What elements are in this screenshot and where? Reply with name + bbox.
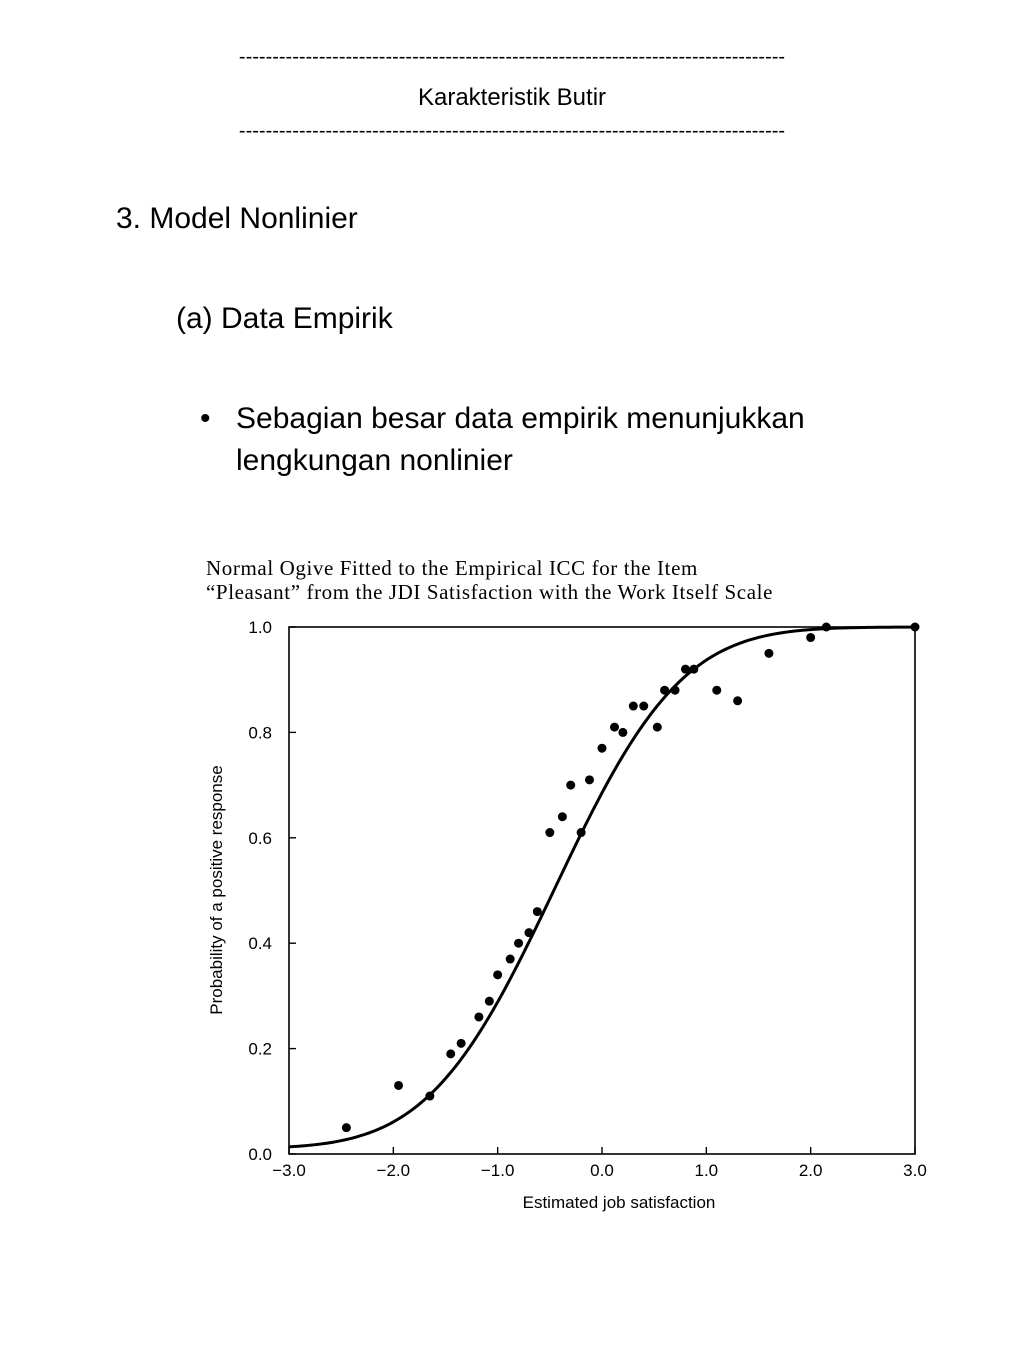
data-point [493,970,502,979]
x-tick-label: 2.0 [798,1161,823,1180]
data-point [689,665,698,674]
y-axis-label: Probability of a positive response [207,765,226,1015]
y-tick-label: 0.2 [248,1039,272,1059]
bullet-text-line-2: lengkungan nonlinier [236,444,513,477]
x-tick-label: −3.0 [272,1161,306,1180]
data-point [610,723,619,732]
data-point [618,728,627,737]
data-point [733,696,742,705]
y-tick-label: 0.8 [248,723,272,743]
subsection-title: (a) Data Empirik [176,302,393,335]
data-point [425,1092,434,1101]
data-point [822,623,831,632]
x-tick-label: 1.0 [694,1161,719,1180]
data-point [558,812,567,821]
bullet-marker: • [200,402,211,435]
y-tick-label: 0.4 [248,934,272,954]
tick-labels [248,618,926,1180]
data-point [660,686,669,695]
data-point [474,1012,483,1021]
data-point [629,702,638,711]
bullet-text-line-1: Sebagian besar data empirik menunjukkan [236,402,805,435]
y-tick-label: 1.0 [248,618,272,637]
data-point [585,775,594,784]
data-point [394,1081,403,1090]
data-point [712,686,721,695]
x-tick-label: 0.0 [590,1161,614,1180]
data-point [533,907,542,916]
data-point [566,781,575,790]
empirical-points [342,623,920,1133]
plot-frame [289,627,915,1154]
x-tick-label: 3.0 [903,1161,927,1180]
data-point [545,828,554,837]
x-tick-label: −2.0 [376,1161,411,1180]
data-point [806,633,815,642]
header-rule-top: ---------------------------------------------------------------------------------- [238,46,786,68]
page-header-title: Karakteristik Butir [417,84,607,111]
data-point [639,702,648,711]
data-point [671,686,680,695]
x-axis-label: Estimated job satisfaction [522,1193,716,1212]
data-point [911,623,920,632]
axis-ticks [289,627,915,1154]
data-point [764,649,773,658]
y-tick-label: 0.6 [248,828,272,848]
data-point [653,723,662,732]
y-tick-label: 0.0 [248,1145,272,1164]
data-point [342,1123,351,1132]
data-point [598,744,607,753]
data-point [681,665,690,674]
data-point [506,955,515,964]
header-rule-bottom: ---------------------------------------------------------------------------------- [238,120,786,142]
section-title: 3. Model Nonlinier [116,202,358,235]
normal-ogive-curve [289,627,915,1147]
data-point [524,928,533,937]
chart-title-line-2: “Pleasant” from the JDI Satisfaction with the Work Itself Scale [206,580,773,604]
x-tick-label: −1.0 [480,1161,515,1180]
data-point [446,1049,455,1058]
data-point [485,997,494,1006]
data-point [457,1039,466,1048]
data-point [514,939,523,948]
data-point [577,828,586,837]
chart-title-line-1: Normal Ogive Fitted to the Empirical ICC for the Item [206,556,698,580]
